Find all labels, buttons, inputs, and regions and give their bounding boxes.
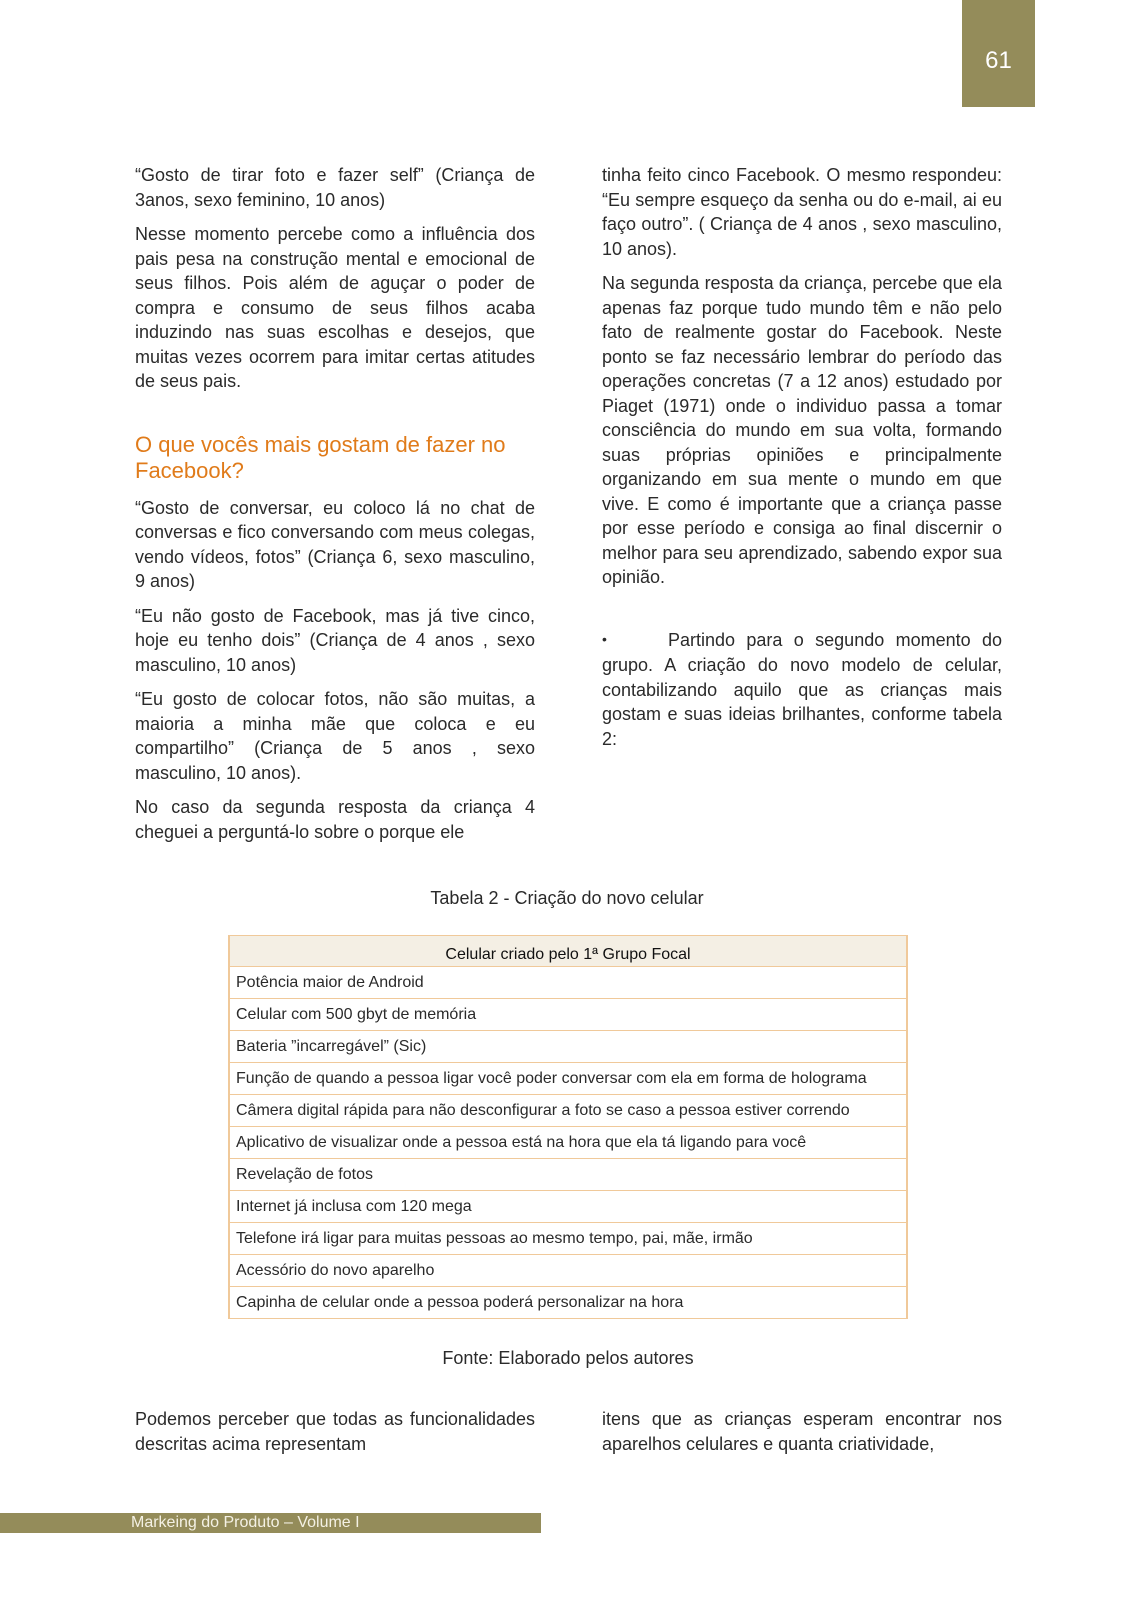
section-heading: O que vocês mais gostam de fazer no Facebook? xyxy=(135,431,506,483)
right-column xyxy=(602,163,1002,761)
body-paragraph: Na segunda resposta da criança, percebe que ela apenas faz porque tudo mundo têm e não pelo fato de realmente gostar do Facebook. Neste ponto se faz necessário lembrar do período das operações concretas (7 a 12 anos) estudado por Piaget (1971) onde o individuo passa a tomar consciência do mundo em sua volta, formando suas próprias opiniões e principalmente organizando em sua mente o mundo em que vive. E como é importante que a criança passe por esse período e consiga ao final discernir o melhor para seu aprendizado, sabendo expor sua opinião. xyxy=(602,273,1002,587)
table-cell: Capinha de celular onde a pessoa poderá personalizar na hora xyxy=(229,1287,907,1319)
body-paragraph: Podemos perceber que todas as funcionalidades descritas acima representam xyxy=(135,1409,535,1454)
bullet-text: Partindo para o segundo momento do grupo. A criação do novo modelo de celular, contabilizando aquilo que as crianças mais gostam e suas ideias brilhantes, conforme tabela 2: xyxy=(602,629,1002,749)
table-source: Fonte: Elaborado pelos autores xyxy=(442,1348,694,1368)
table-cell: Celular com 500 gbyt de memória xyxy=(229,999,907,1031)
table-cell: Potência maior de Android xyxy=(229,967,907,999)
quote-paragraph: “Eu gosto de colocar fotos, não são muitas, a maioria a minha mãe que coloca e eu compartilho” (Criança de 5 anos , sexo masculino, 10 anos). xyxy=(135,689,535,783)
table-header: Celular criado pelo 1ª Grupo Focal xyxy=(229,936,907,967)
table-row xyxy=(229,999,907,1031)
table-cell: Função de quando a pessoa ligar você poder conversar com ela em forma de holograma xyxy=(229,1063,907,1095)
table-row xyxy=(229,1063,907,1095)
body-paragraph: No caso da segunda resposta da criança 4 cheguei a perguntá-lo sobre o porque ele xyxy=(135,797,535,842)
table-cell: Acessório do novo aparelho xyxy=(229,1255,907,1287)
bullet-paragraph xyxy=(602,628,1002,752)
quote-paragraph: “Eu não gosto de Facebook, mas já tive cinco, hoje eu tenho dois” (Criança de 4 anos , sexo masculino, 10 anos) xyxy=(135,605,535,675)
left-column xyxy=(135,163,535,854)
table-cell: Aplicativo de visualizar onde a pessoa está na hora que ela tá ligando para você xyxy=(229,1127,907,1159)
table-row xyxy=(229,1255,907,1287)
bullet-icon xyxy=(602,628,668,654)
page-number-text: 61 xyxy=(985,46,1012,74)
table-row xyxy=(229,1191,907,1223)
bottom-left-column xyxy=(135,1407,535,1456)
body-paragraph: tinha feito cinco Facebook. O mesmo respondeu: “Eu sempre esqueço da senha ou do e-mail, ai eu faço outro”. ( Criança de 4 anos , sexo masculino, 10 anos). xyxy=(602,165,1002,259)
table-cell: Revelação de fotos xyxy=(229,1159,907,1191)
table-cell: Internet já inclusa com 120 mega xyxy=(229,1191,907,1223)
page-number xyxy=(962,0,1035,107)
features-table xyxy=(228,935,908,1319)
body-paragraph: Nesse momento percebe como a influência dos pais pesa na construção mental e emocional de seus filhos. Pois além de aguçar o poder de compra e consumo de seus filhos acaba induzindo nas suas escolhas e desejos, que muitas vezes ocorrem para imitar certas atitudes de seus pais. xyxy=(135,224,535,391)
table-row xyxy=(229,1031,907,1063)
table-cell: Câmera digital rápida para não desconfigurar a foto se caso a pessoa estiver correndo xyxy=(229,1095,907,1127)
quote-paragraph: “Gosto de tirar foto e fazer self” (Criança de 3anos, sexo feminino, 10 anos) xyxy=(135,165,535,210)
body-paragraph: itens que as crianças esperam encontrar nos aparelhos celulares e quanta criatividade, xyxy=(602,1409,1002,1454)
table-row xyxy=(229,1223,907,1255)
table-row xyxy=(229,1127,907,1159)
table-caption: Tabela 2 - Criação do novo celular xyxy=(430,888,704,908)
bottom-right-column xyxy=(602,1407,1002,1456)
table-row xyxy=(229,967,907,999)
table-row xyxy=(229,1159,907,1191)
table-cell: Telefone irá ligar para muitas pessoas ao mesmo tempo, pai, mãe, irmão xyxy=(229,1223,907,1255)
table-body xyxy=(229,967,907,1319)
table-row xyxy=(229,1095,907,1127)
footer-bar xyxy=(0,1513,541,1533)
table-cell: Bateria ”incarregável” (Sic) xyxy=(229,1031,907,1063)
table-header-row xyxy=(229,936,907,967)
footer-text: Markeing do Produto – Volume I xyxy=(131,1514,360,1531)
table-row xyxy=(229,1287,907,1319)
quote-paragraph: “Gosto de conversar, eu coloco lá no chat de conversas e fico conversando com meus colegas, vendo vídeos, fotos” (Criança 6, sexo masculino, 9 anos) xyxy=(135,497,535,591)
